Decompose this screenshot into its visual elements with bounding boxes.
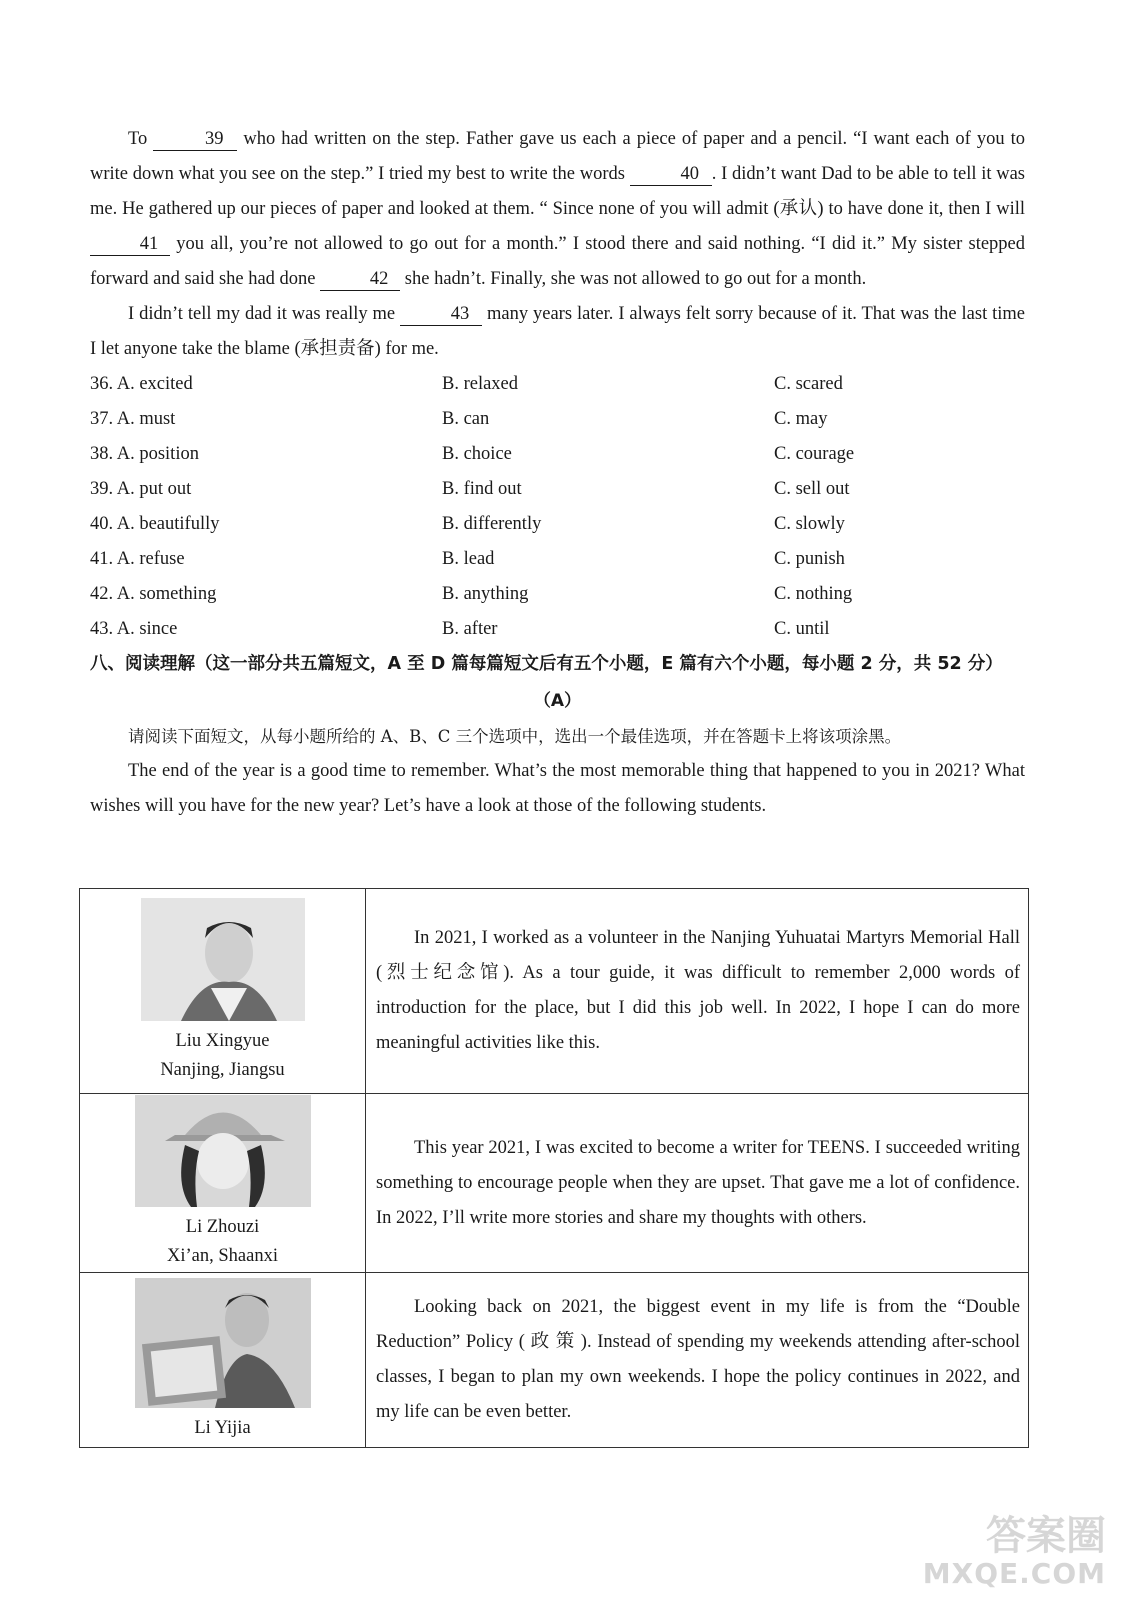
option-row: [90, 437, 1025, 472]
watermark-cn: 答案圈: [986, 1513, 1106, 1559]
student-photo: [141, 898, 305, 1021]
student-photo: [135, 1278, 311, 1408]
passage-paragraph-1: [90, 122, 1025, 297]
blank-41: 41: [90, 233, 170, 256]
students-table: [79, 888, 1029, 1448]
option-c: C. nothing: [774, 584, 853, 604]
options-list: [90, 367, 1025, 647]
student-name: Li Yijia: [194, 1417, 251, 1438]
passage-text: . I didn’t want Dad to be able to tell it was me. He gathered up our pieces of paper and looked at them. “ Since none of you will admit (承认) to have done it, then I will: [90, 164, 1026, 219]
blank-39: 39: [153, 128, 237, 151]
passage-text: I didn’t tell my dad it was really me: [128, 304, 396, 324]
option-a: 39. A. put out: [90, 479, 192, 499]
student-text-cell: [366, 889, 1029, 1094]
option-row: [90, 577, 1025, 612]
option-a: 43. A. since: [90, 619, 178, 639]
blank-43: 43: [400, 303, 482, 326]
blank-42: 42: [320, 268, 400, 291]
option-b: B. lead: [442, 549, 495, 569]
option-b: B. can: [442, 409, 490, 429]
passage-paragraph-2: [90, 297, 1025, 367]
option-a: 40. A. beautifully: [90, 514, 220, 534]
option-a: 41. A. refuse: [90, 549, 185, 569]
watermark-logo: [906, 1514, 1106, 1594]
option-c: C. courage: [774, 444, 855, 464]
passage-text: who had written on the step. Father gave us each a piece of paper and a pencil. “I want each of you to write down what you see on the step.” I tried my best to write the words: [90, 129, 1026, 184]
option-c: C. sell out: [774, 479, 850, 499]
option-row: [90, 367, 1025, 402]
option-c: C. slowly: [774, 514, 845, 534]
watermark-en: MXQE.COM: [922, 1557, 1106, 1590]
passage-text: she hadn’t. Finally, she was not allowed to go out for a month.: [404, 269, 867, 289]
exam-page: [90, 122, 1025, 824]
option-a: 37. A. must: [90, 409, 176, 429]
option-b: B. after: [442, 619, 498, 639]
option-b: B. choice: [442, 444, 512, 464]
option-b: B. find out: [442, 479, 522, 499]
option-c: C. may: [774, 409, 828, 429]
table-row: [80, 889, 1029, 1094]
option-row: [90, 472, 1025, 507]
option-c: C. until: [774, 619, 830, 639]
option-a: 38. A. position: [90, 444, 199, 464]
option-b: B. anything: [442, 584, 529, 604]
passage-text: To: [128, 129, 148, 149]
student-profile-cell: [80, 889, 366, 1094]
table-row: [80, 1094, 1029, 1273]
passage-text: you all, you’re not allowed to go out for a month.” I stood there and said nothing. “I did it.” My sister stepped forward and said she had done: [90, 234, 1026, 289]
student-text: In 2021, I worked as a volunteer in the Nanjing Yuhuatai Martyrs Memorial Hall (烈士纪念馆). As a tour guide, it was difficult to remember 2,000 words of introduction for the place, but I did this job well. In 2022, I hope I can do more meaningful activities like this.: [376, 928, 1020, 1053]
option-row: [90, 402, 1025, 437]
blank-40: 40: [630, 163, 712, 186]
option-c: C. scared: [774, 374, 843, 394]
option-a: 42. A. something: [90, 584, 217, 604]
option-row: [90, 612, 1025, 647]
student-name: Liu Xingyue: [175, 1030, 270, 1051]
option-b: B. relaxed: [442, 374, 519, 394]
option-row: [90, 542, 1025, 577]
option-row: [90, 507, 1025, 542]
student-text-cell: [366, 1273, 1029, 1448]
passage-label: （A）: [533, 691, 582, 711]
option-a: 36. A. excited: [90, 374, 193, 394]
student-place: Xi’an, Shaanxi: [167, 1246, 278, 1266]
student-text: This year 2021, I was excited to become a writer for TEENS. I succeeded writing something to encourage people when they are upset. That gave me a lot of confidence. In 2022, I’ll write more stories and share my thoughts with others.: [376, 1137, 1020, 1228]
section-title: 八、阅读理解（这一部分共五篇短文，A 至 D 篇每篇短文后有五个小题，E 篇有六个小题，每小题 2 分，共 52 分）: [90, 654, 1003, 674]
student-text-cell: [366, 1094, 1029, 1273]
passage-text: many years later. I always felt sorry because of it. That was the last time I let anyone take the blame (承担责备) for me.: [90, 304, 1026, 359]
student-profile-cell: [80, 1094, 366, 1273]
student-photo: [135, 1095, 311, 1207]
student-profile-cell: [80, 1273, 366, 1448]
student-name: Li Zhouzi: [185, 1217, 260, 1237]
student-place: Nanjing, Jiangsu: [160, 1059, 285, 1080]
option-c: C. punish: [774, 549, 845, 569]
student-text: Looking back on 2021, the biggest event in my life is from the “Double Reduction” Policy ( 政 策 ). Instead of spending my weekends attending after-school classes, I began to plan my own weekends. I hope the policy continues in 2022, and my life can be even better.: [376, 1297, 1020, 1422]
intro-paragraph: The end of the year is a good time to remember. What’s the most memorable thing that happened to you in 2021? What wishes will you have for the new year? Let’s have a look at those of the following students.: [90, 761, 1025, 816]
table-row: [80, 1273, 1029, 1448]
instruction-text: 请阅读下面短文，从每小题所给的 A、B、C 三个选项中，选出一个最佳选项，并在答题卡上将该项涂黑。: [128, 727, 902, 746]
option-b: B. differently: [442, 514, 542, 534]
